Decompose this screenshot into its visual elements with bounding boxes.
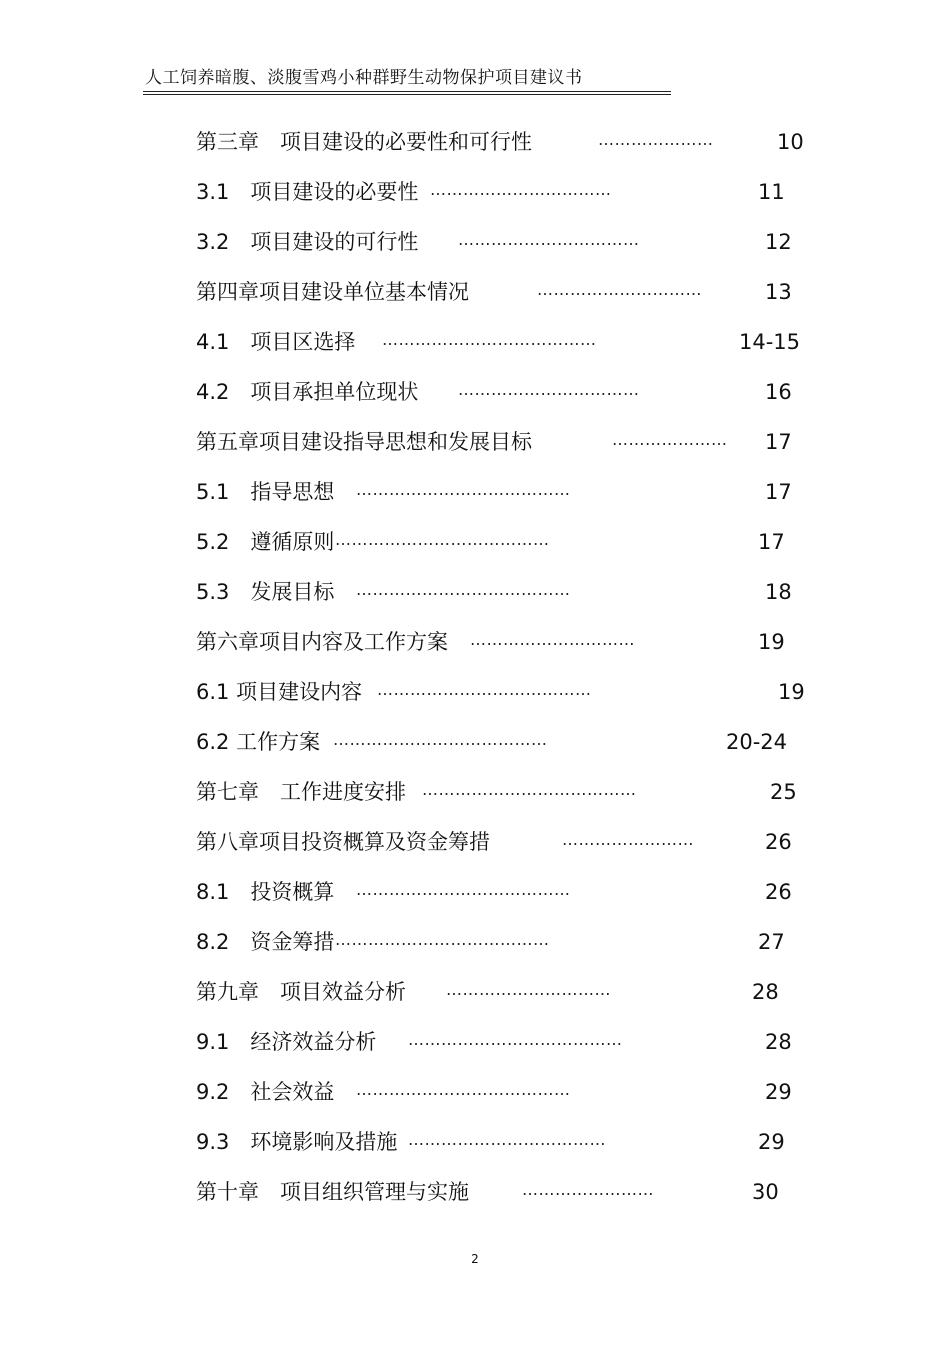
- toc-entry-page: 19: [758, 630, 785, 654]
- toc-entry-page: 11: [758, 180, 785, 204]
- toc-entry-page: 16: [765, 380, 792, 404]
- toc-entry-page: 14-15: [739, 330, 801, 354]
- toc-entry-page: 26: [765, 830, 792, 854]
- toc-entry-label: 6.1 项目建设内容: [196, 680, 363, 704]
- toc-entry-page: 20-24: [726, 730, 788, 754]
- toc-entry-page: 30: [752, 1180, 779, 1204]
- toc-leader-dots: …………………………………: [335, 930, 550, 949]
- page-number: 2: [471, 1252, 479, 1266]
- toc-leader-dots: ……………………: [522, 1180, 654, 1199]
- toc-entry-label: 8.2 资金筹措: [196, 930, 335, 954]
- toc-entry-label: 第六章项目内容及工作方案: [196, 630, 448, 654]
- toc-leader-dots: …………………………………: [356, 880, 571, 899]
- toc-entry-page: 27: [758, 930, 785, 954]
- toc-entry-page: 18: [765, 580, 792, 604]
- toc-entry-page: 28: [752, 980, 779, 1004]
- toc-entry-label: 第八章项目投资概算及资金筹措: [196, 830, 490, 854]
- toc-leader-dots: ……………………: [562, 830, 694, 849]
- toc-entry-label: 4.1 项目区选择: [196, 330, 356, 354]
- toc-leader-dots: ……………………………: [458, 230, 640, 249]
- toc-entry-label: 6.2 工作方案: [196, 730, 321, 754]
- toc-entry-page: 19: [778, 680, 805, 704]
- toc-leader-dots: …………………………………: [356, 1080, 571, 1099]
- toc-leader-dots: …………………………………: [356, 580, 571, 599]
- toc-leader-dots: …………………………………: [408, 1030, 623, 1049]
- toc-leader-dots: …………………………………: [377, 680, 592, 699]
- toc-leader-dots: …………………………: [537, 280, 702, 299]
- toc-entry-label: 5.3 发展目标: [196, 580, 335, 604]
- toc-entry-label: 第五章项目建设指导思想和发展目标: [196, 430, 532, 454]
- toc-entry-label: 第四章项目建设单位基本情况: [196, 280, 469, 304]
- toc-leader-dots: …………………: [598, 130, 714, 149]
- toc-entry-label: 9.3 环境影响及措施: [196, 1130, 398, 1154]
- toc-entry-label: 第七章 工作进度安排: [196, 780, 406, 804]
- toc-leader-dots: …………………: [612, 430, 728, 449]
- document-header-title: 人工饲养暗腹、淡腹雪鸡小种群野生动物保护项目建议书: [145, 68, 583, 88]
- toc-entry-label: 3.1 项目建设的必要性: [196, 180, 419, 204]
- toc-entry-label: 第三章 项目建设的必要性和可行性: [196, 130, 532, 154]
- toc-entry-page: 13: [765, 280, 792, 304]
- toc-entry-label: 4.2 项目承担单位现状: [196, 380, 419, 404]
- toc-leader-dots: …………………………: [470, 630, 635, 649]
- toc-entry-label: 9.2 社会效益: [196, 1080, 335, 1104]
- toc-entry-label: 5.2 遵循原则: [196, 530, 335, 554]
- toc-leader-dots: …………………………………: [333, 730, 548, 749]
- toc-entry-label: 8.1 投资概算: [196, 880, 335, 904]
- toc-leader-dots: …………………………………: [382, 330, 597, 349]
- toc-leader-dots: ………………………………: [408, 1130, 606, 1149]
- toc-leader-dots: ……………………………: [430, 180, 612, 199]
- toc-leader-dots: ……………………………: [458, 380, 640, 399]
- toc-entry-page: 28: [765, 1030, 792, 1054]
- toc-entry-page: 17: [765, 480, 792, 504]
- toc-entry-page: 29: [765, 1080, 792, 1104]
- toc-entry-page: 25: [770, 780, 797, 804]
- toc-entry-page: 29: [758, 1130, 785, 1154]
- toc-entry-label: 第九章 项目效益分析: [196, 980, 406, 1004]
- toc-entry-label: 5.1 指导思想: [196, 480, 335, 504]
- toc-leader-dots: …………………………………: [335, 530, 550, 549]
- toc-entry-label: 第十章 项目组织管理与实施: [196, 1180, 469, 1204]
- toc-entry-page: 17: [765, 430, 792, 454]
- toc-entry-page: 10: [777, 130, 804, 154]
- toc-leader-dots: …………………………: [446, 980, 611, 999]
- toc-entry-page: 12: [765, 230, 792, 254]
- toc-entry-page: 17: [758, 530, 785, 554]
- toc-entry-page: 26: [765, 880, 792, 904]
- toc-leader-dots: …………………………………: [356, 480, 571, 499]
- toc-entry-label: 9.1 经济效益分析: [196, 1030, 377, 1054]
- toc-leader-dots: …………………………………: [422, 780, 637, 799]
- toc-entry-label: 3.2 项目建设的可行性: [196, 230, 419, 254]
